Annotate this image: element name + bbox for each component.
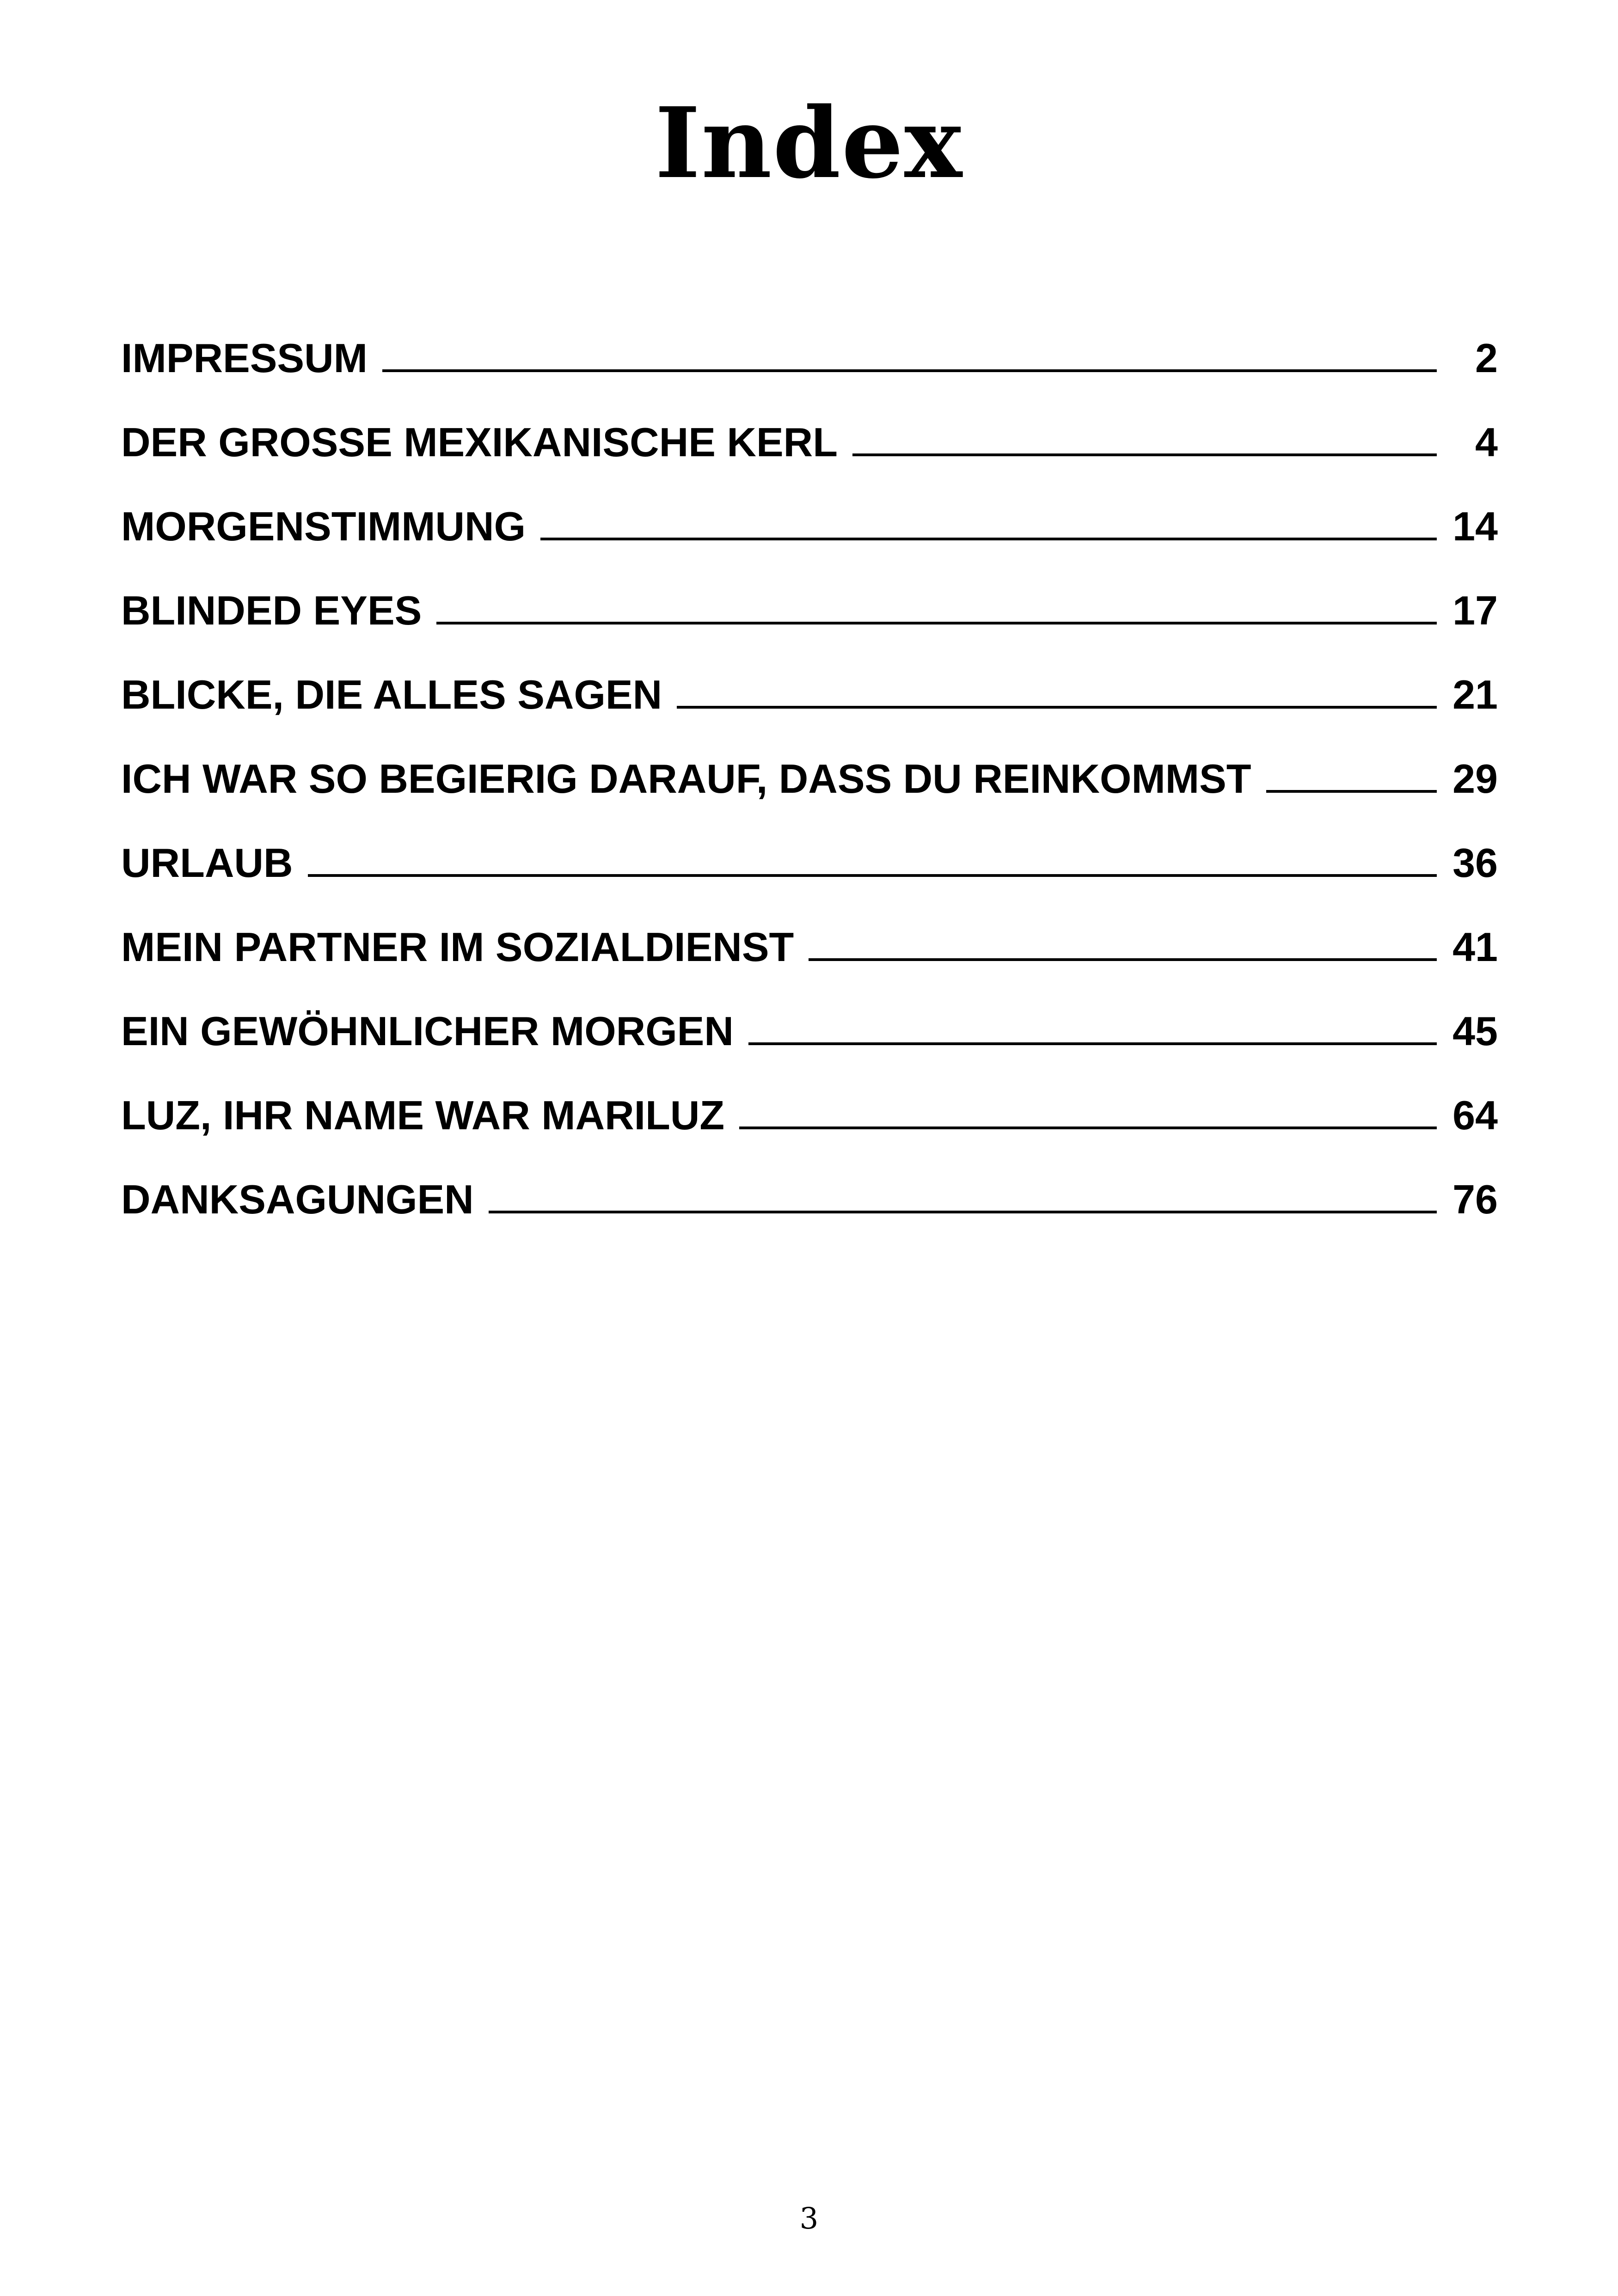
toc-entry-label: DANKSAGUNGEN [121, 1176, 474, 1222]
toc-entry [121, 1090, 1498, 1174]
table-of-contents [121, 333, 1498, 1258]
toc-entry [121, 1174, 1498, 1258]
toc-entry-label: EIN GEWÖHNLICHER MORGEN [121, 1008, 734, 1054]
toc-entry-page: 36 [1453, 840, 1498, 886]
page-number: 3 [799, 2202, 819, 2236]
toc-entry-label: BLICKE, DIE ALLES SAGEN [121, 672, 662, 717]
toc-leader-line [308, 841, 1437, 877]
toc-entry-label: DER GROSSE MEXIKANISCHE KERL [121, 419, 838, 465]
toc-entry-label: BLINDED EYES [121, 588, 422, 633]
toc-entry-label: MEIN PARTNER IM SOZIALDIENST [121, 924, 794, 970]
toc-entry-page: 29 [1453, 756, 1498, 802]
toc-entry-label: URLAUB [121, 840, 293, 886]
page-title: Index [655, 86, 963, 200]
toc-entry [121, 417, 1498, 501]
toc-entry-label: LUZ, IHR NAME WAR MARILUZ [121, 1092, 725, 1138]
toc-entry [121, 333, 1498, 417]
toc-entry [121, 922, 1498, 1006]
toc-leader-line [489, 1177, 1437, 1213]
toc-leader-line [1266, 757, 1437, 793]
toc-leader-line [748, 1009, 1437, 1045]
toc-entry-label: ICH WAR SO BEGIERIG DARAUF, DASS DU REINKOMMST [121, 756, 1251, 802]
toc-leader-line [739, 1093, 1437, 1129]
toc-entry-page: 76 [1453, 1176, 1498, 1222]
toc-entry-page: 45 [1453, 1008, 1498, 1054]
toc-entry-page: 14 [1453, 503, 1498, 549]
toc-entry [121, 838, 1498, 922]
toc-entry-page: 21 [1453, 672, 1498, 717]
toc-entry-page: 64 [1453, 1092, 1498, 1138]
toc-leader-line [436, 588, 1437, 625]
toc-entry-label: IMPRESSUM [121, 335, 368, 381]
toc-entry-page: 2 [1475, 335, 1498, 381]
toc-entry [121, 753, 1498, 838]
toc-entry [121, 585, 1498, 669]
toc-entry-page: 17 [1453, 588, 1498, 633]
toc-leader-line [809, 925, 1437, 961]
toc-entry-page: 41 [1453, 924, 1498, 970]
toc-leader-line [540, 504, 1437, 540]
toc-leader-line [382, 336, 1437, 372]
toc-entry [121, 1006, 1498, 1090]
toc-leader-line [677, 673, 1437, 709]
toc-leader-line [852, 420, 1437, 456]
toc-entry [121, 669, 1498, 753]
toc-entry-page: 4 [1475, 419, 1498, 465]
toc-entry [121, 501, 1498, 585]
toc-entry-label: MORGENSTIMMUNG [121, 503, 526, 549]
